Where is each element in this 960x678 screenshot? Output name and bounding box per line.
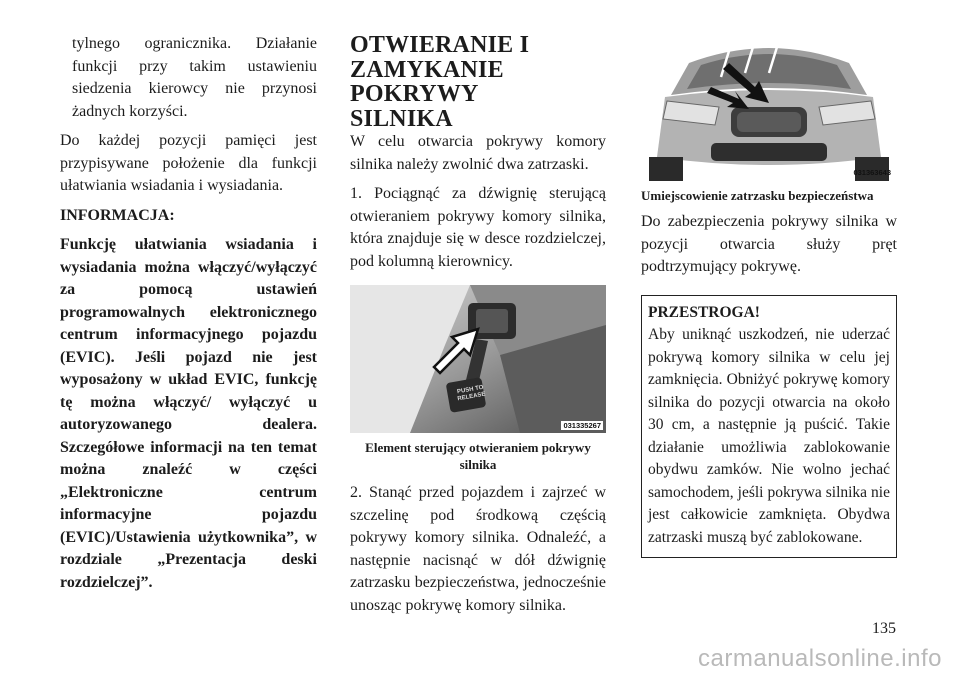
warning-text: Aby uniknąć uszkodzeń, nie uderzać pokrywą komory silnika w celu jej zamknięcia. Obniżyć pokrywę komory silnika do pozycji otwarcia na około 30 cm, a następnie ją puścić. Takie działanie umożliwia zablokowanie obydwu zamków. Nie wolno jechać samochodem, jeśli pokrywa silnika nie jest całkowicie zamknięta. Obydwa zatrzaski muszą być zablokowane. (648, 326, 890, 546)
step-2-paragraph: 2. Stanąć przed pojazdem i zajrzeć w szczelinę pod środkową częścią pokrywy komory silnika. Odnaleźć, a następnie nacisnąć w dół dźwignię zatrzasku bezpieczeństwa, jednocześnie unosząc pokrywę komory silnika. (350, 484, 606, 614)
section-title-line-2: ZAMYKANIE POKRYWY (350, 56, 504, 107)
hood-release-illustration (350, 285, 606, 433)
safety-latch-caption: Umiejscowienie zatrzasku bezpieczeństwa (641, 188, 874, 203)
minivan-front-illustration (641, 33, 897, 183)
warning-box (641, 295, 897, 559)
section-title-line-1: OTWIERANIE I (350, 32, 530, 58)
figure-code: 031335267 (563, 421, 601, 430)
step-1-paragraph: 1. Pociągnąć za dźwignię sterującą otwieraniem pokrywy komory silnika, która znajduje się w desce rozdzielczej, pod kolumną kierownicy. (350, 185, 606, 270)
hood-release-caption: Element sterujący otwieraniem pokrywy silnika (365, 440, 591, 472)
intro-paragraph: W celu otwarcia pokrywy komory silnika należy zwolnić dwa zatrzaski. (350, 133, 606, 173)
safety-latch-figure (641, 33, 897, 183)
section-title-line-3: SILNIKA (350, 105, 453, 132)
column-left (60, 33, 317, 594)
info-heading: INFORMACJA: (60, 206, 175, 224)
watermark: carmanualsonline.info (698, 645, 942, 672)
prop-rod-paragraph: Do zabezpieczenia pokrywy silnika w pozycji otwarcia służy pręt podtrzymujący pokrywę. (641, 213, 897, 275)
figure-code: 031363643 (853, 168, 891, 177)
section-title (350, 33, 606, 131)
info-text: Funkcję ułatwiania wsiadania i wysiadania można włączyć/wyłączyć za pomocą ustawień programowalnych elektronicznego centrum informacyjnego pojazdu (EVIC). Jeśli pojazd nie jest wyposażony w układ EVIC, funkcję tę można włączyć/ wyłączyć u autoryzowanego dealera. Szczegółowe informacji na ten temat można znaleźć w części „Elektroniczne centrum informacyjne pojazdu (EVIC)/Ustawienia użytkownika”, w rozdziale „Prezentacja deski rozdzielczej”. (60, 236, 317, 591)
warning-heading: PRZESTROGA! (648, 303, 760, 321)
memory-paragraph: Do każdej pozycji pamięci jest przypisywane położenie dla funkcji ułatwiania wsiadania i wysiadania. (60, 132, 317, 194)
continued-paragraph: tylnego ogranicznika. Działanie funkcji przy takim ustawieniu siedzenia kierowcy nie przynosi żadnych korzyści. (72, 35, 317, 120)
column-right (641, 33, 897, 558)
page-number: 135 (872, 620, 896, 637)
hood-release-figure (350, 285, 606, 433)
column-middle (350, 33, 606, 617)
release-handle-label: PUSH TO RELEASE (456, 384, 486, 403)
